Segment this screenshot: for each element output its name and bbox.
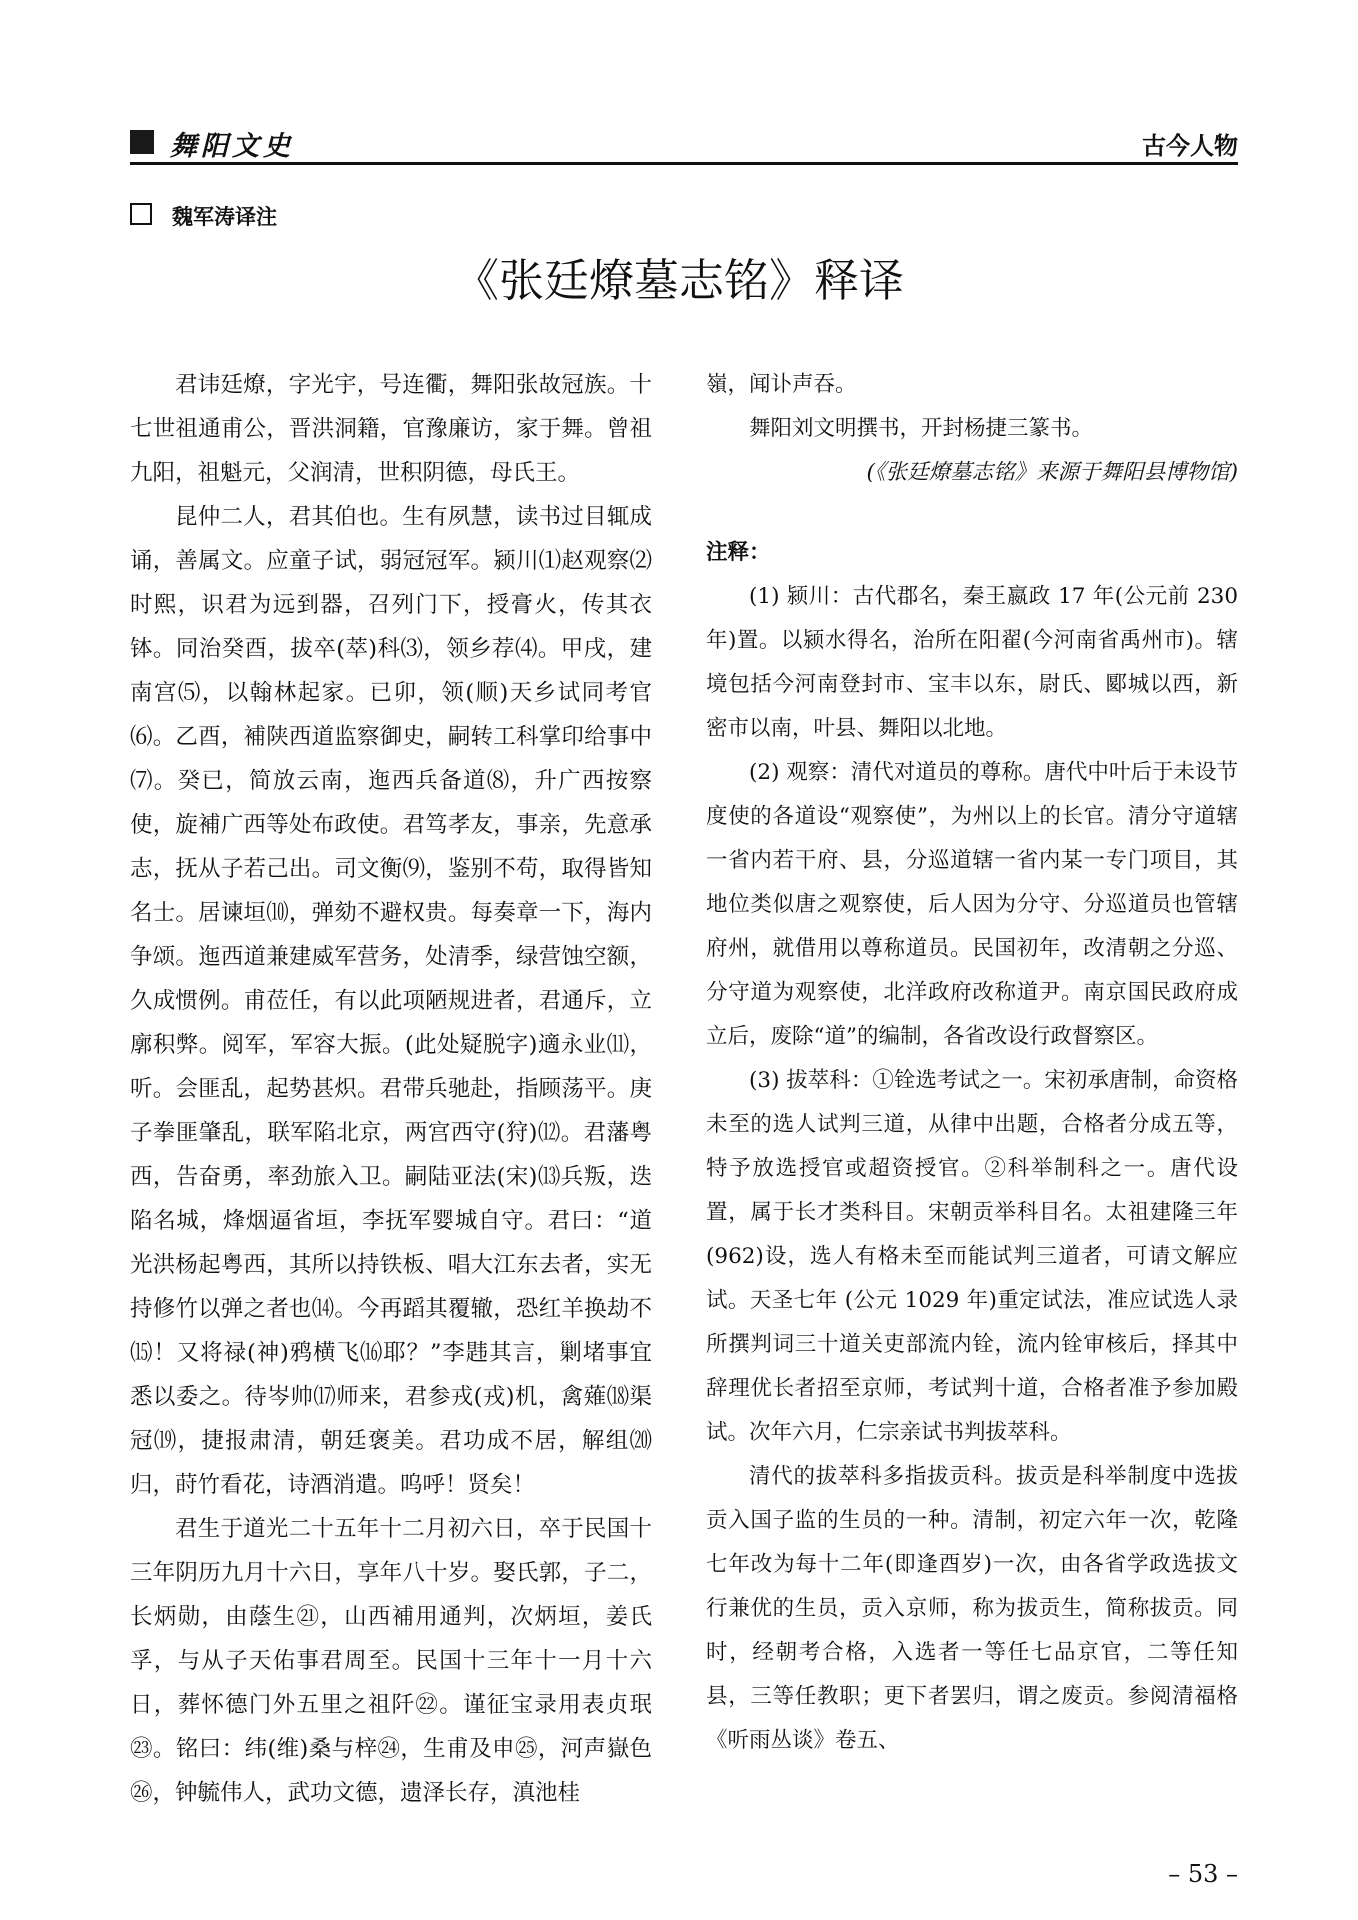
- source-note: (《张廷燎墓志铭》来源于舞阳县博物馆): [866, 460, 1238, 485]
- page-number: – 53 –: [1168, 1860, 1238, 1888]
- body-paragraph: 君生于道光二十五年十二月初六日，卒于民国十三年阴历九月十六日，享年八十岁。娶氏郭，子二，长炳勋，由蔭生㉑，山西補用通判，次炳垣，姜氏孚，与从子天佑事君周至。民国十三年十一月十六日，葬怀德门外五里之祖阡㉒。谨征宝录用表贞珉㉓。铭曰：纬(维)桑与梓㉔，生甫及申㉕，河声嶽色㉖，钟毓伟人，武功文德，遗泽长存，滇池桂: [130, 1516, 652, 1806]
- running-header: [130, 122, 1238, 164]
- journal-name: 舞阳文史: [170, 131, 294, 162]
- header-rule: [130, 162, 1238, 165]
- author-signature: 舞阳刘文明撰书，开封杨捷三篆书。: [749, 416, 1094, 441]
- header-square-mark: [130, 130, 154, 154]
- note-item: 清代的拔萃科多指拔贡科。拔贡是科举制度中选拔贡入国子监的生员的一种。清制，初定六年一次，乾隆七年改为每十二年(即逢酉岁)一次，由各省学政选拔文行兼优的生员，贡入京师，称为拔贡生，简称拔贡。同时，经朝考合格，入选者一等任七品京官，二等任知县，三等任教职；更下者罢归，谓之废贡。参阅清福格《听雨丛谈》卷五、: [706, 1464, 1238, 1753]
- note-item: (2) 观察：清代对道员的尊称。唐代中叶后于未设节度使的各道设“观察使”，为州以上的长官。清分守道辖一省内若干府、县，分巡道辖一省内某一专门项目，其地位类似唐之观察使，后人因为分守、分巡道员也管辖府州，就借用以尊称道员。民国初年，改清朝之分巡、分守道为观察使，北洋政府改称道尹。南京国民政府成立后，废除“道”的编制，各省改设行政督察区。: [706, 760, 1238, 1049]
- note-item: (1) 颍川：古代郡名，秦王嬴政 17 年(公元前 230 年)置。以颍水得名，治所在阳翟(今河南省禹州市)。辖境包括今河南登封市、宝丰以东，尉氏、郾城以西，新密市以南，叶县、舞阳以北地。: [706, 584, 1238, 741]
- body-paragraph: 君讳廷燎，字光宇，号连衢，舞阳张故冠族。十七世祖通甫公，晋洪洞籍，官豫廉访，家于舞。曾祖九阳，祖魁元，父润清，世积阴德，母氏王。: [130, 372, 652, 486]
- section-name: 古今人物: [1142, 132, 1238, 160]
- notes-heading: 注释：: [706, 540, 771, 565]
- author-box-mark: [130, 203, 152, 225]
- author-name: 魏军涛译注: [172, 205, 277, 229]
- article-title: 《张廷燎墓志铭》释译: [453, 254, 904, 307]
- epitaph-continuation: 嶺，闻讣声吞。: [706, 372, 857, 397]
- body-paragraph: 昆仲二人，君其伯也。生有夙慧，读书过目辄成诵，善属文。应童子试，弱冠冠军。颍川⑴赵观察⑵时熙，识君为远到器，召列门下，授膏火，传其衣钵。同治癸酉，拔卒(萃)科⑶，领乡荐⑷。甲戌，建南宫⑸，以翰林起家。已卯，领(顺)天乡试同考官⑹。乙酉，補陕西道监察御史，嗣转工科掌印给事中⑺。癸已，简放云南，迤西兵备道⑻，升广西按察使，旋補广西等处布政使。君笃孝友，事亲，先意承志，抚从子若己出。司文衡⑼，鉴别不苟，取得皆知名士。居谏垣⑽，弹劾不避权贵。每奏章一下，海内争颂。迤西道兼建威军营务，处清季，绿营蚀空额，久成惯例。甫莅任，有以此项陋规进者，君通斥，立廓积弊。阅军，军容大振。(此处疑脱字)適永业⑾，听。会匪乱，起势甚炽。君带兵驰赴，指顾荡平。庚子拳匪肇乱，联军陷北京，两宫西守(狩)⑿。君藩粤西，告奋勇，率劲旅入卫。嗣陆亚法(宋)⒀兵叛，迭陷名城，烽烟逼省垣，李抚军婴城自守。君曰：“道光洪杨起粤西，其所以持铁板、唱大江东去者，实无持修竹以弹之者也⒁。今再蹈其覆辙，恐红羊换劫不⒂！又将禄(神)鸦横飞⒃耶？”李韪其言，剿堵事宜悉以委之。待岑帅⒄师来，君参戎(戎)机，禽薙⒅渠冠⒆，捷报肃清，朝廷褒美。君功成不居，解组⒇归，莳竹看花，诗酒消遣。呜呼！贤矣！: [130, 504, 652, 1498]
- left-column: [130, 363, 652, 1815]
- note-item: (3) 拔萃科：①铨选考试之一。宋初承唐制，命资格未至的选人试判三道，从律中出题，合格者分成五等，特予放选授官或超资授官。②科举制科之一。唐代设置，属于长才类科目。宋朝贡举科目名。太祖建隆三年(962)设，选人有格未至而能试判三道者，可请文解应试。天圣七年 (公元 1029 年)重定试法，准应试选人录所撰判词三十道关吏部流内铨，流内铨审核后，择其中辞理优长者招至京师，考试判十道，合格者准予参加殿试。次年六月，仁宗亲试书判拔萃科。: [706, 1068, 1238, 1445]
- right-column: [706, 363, 1238, 1763]
